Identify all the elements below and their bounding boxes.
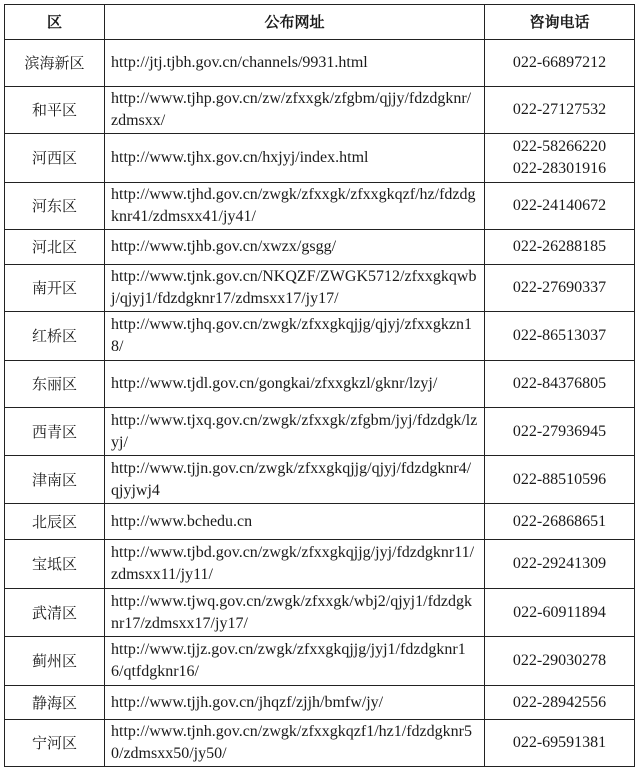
url-link[interactable]: http://www.tjxq.gov.cn/zwgk/zfxxgk/zfgbm/jyj/fdzdgk/lzyj/ [105, 408, 485, 456]
district-cell: 东丽区 [5, 361, 105, 408]
phone-cell [485, 40, 635, 87]
phone-cell [485, 87, 635, 134]
table-row [5, 134, 635, 183]
url-link[interactable]: http://www.tjnk.gov.cn/NKQZF/ZWGK5712/zfxxgkqwbj/qjyj1/fdzdgknr17/zdmsxx17/jy17/ [105, 265, 485, 312]
table-row [5, 87, 635, 134]
header-url: 公布网址 [105, 5, 485, 40]
phone-number: 022-24140672 [512, 197, 607, 214]
phone-cell [485, 312, 635, 361]
table-row [5, 408, 635, 456]
phone-number: 022-58266220 [512, 138, 607, 155]
district-contact-table [4, 4, 635, 767]
phone-cell [485, 265, 635, 312]
table-body [5, 40, 635, 767]
table-row [5, 540, 635, 589]
table-row [5, 720, 635, 767]
table-row [5, 637, 635, 686]
district-cell: 津南区 [5, 456, 105, 504]
table-row [5, 504, 635, 540]
table-row [5, 230, 635, 265]
url-link[interactable]: http://www.tjjz.gov.cn/zwgk/zfxxgkqjjg/jyj1/fdzdgknr16/qtfdgknr16/ [105, 637, 485, 686]
phone-number: 022-88510596 [512, 470, 607, 488]
phone-number: 022-28942556 [512, 693, 607, 711]
phone-cell [485, 456, 635, 504]
url-link[interactable]: http://www.tjhq.gov.cn/zwgk/zfxxgkqjjg/qjyj/zfxxgkzn18/ [105, 312, 485, 361]
phone-number: 022-60911894 [513, 603, 606, 621]
header-phone: 咨询电话 [485, 5, 635, 40]
district-cell: 蓟州区 [5, 637, 105, 686]
phone-cell [485, 589, 635, 637]
phone-number: 022-86513037 [512, 327, 607, 344]
header-district: 区 [5, 5, 105, 40]
url-link[interactable]: http://www.tjhx.gov.cn/hxjyj/index.html [105, 134, 485, 183]
district-cell: 河西区 [5, 134, 105, 183]
district-cell: 宝坻区 [5, 540, 105, 589]
district-cell: 武清区 [5, 589, 105, 637]
district-cell: 静海区 [5, 686, 105, 720]
phone-cell [485, 540, 635, 589]
phone-number: 022-84376805 [512, 375, 607, 392]
url-link[interactable]: http://jtj.tjbh.gov.cn/channels/9931.html [105, 40, 485, 87]
url-link[interactable]: http://www.tjnh.gov.cn/zwgk/zfxxgkqzf1/hz1/fdzdgknr50/zdmsxx50/jy50/ [105, 720, 485, 767]
district-cell: 南开区 [5, 265, 105, 312]
table-row [5, 183, 635, 230]
phone-number: 022-66897212 [512, 54, 607, 71]
phone-cell [485, 686, 635, 720]
url-link[interactable]: http://www.tjjh.gov.cn/jhqzf/zjjh/bmfw/jy/ [105, 686, 485, 720]
table-row [5, 686, 635, 720]
table-row [5, 589, 635, 637]
phone-number: 022-27690337 [512, 279, 607, 296]
phone-number: 022-27127532 [512, 101, 607, 118]
url-link[interactable]: http://www.tjdl.gov.cn/gongkai/zfxxgkzl/gknr/lzyj/ [105, 361, 485, 408]
url-link[interactable]: http://www.tjhb.gov.cn/xwzx/gsgg/ [105, 230, 485, 265]
url-link[interactable]: http://www.bchedu.cn [105, 504, 485, 540]
table-row [5, 40, 635, 87]
table-row [5, 456, 635, 504]
phone-cell [485, 230, 635, 265]
table-header-row [5, 5, 635, 40]
phone-number: 022-28301916 [512, 160, 607, 177]
phone-cell [485, 134, 635, 183]
phone-number: 022-29030278 [512, 652, 607, 669]
phone-number: 022-69591381 [512, 734, 607, 751]
table-row [5, 361, 635, 408]
district-cell: 河东区 [5, 183, 105, 230]
url-link[interactable]: http://www.tjjn.gov.cn/zwgk/zfxxgkqjjg/qjyj/fdzdgknr4/qjyjwj4 [105, 456, 485, 504]
district-cell: 滨海新区 [5, 40, 105, 87]
district-cell: 河北区 [5, 230, 105, 265]
phone-cell [485, 183, 635, 230]
phone-cell [485, 637, 635, 686]
phone-cell [485, 504, 635, 540]
table-row [5, 265, 635, 312]
phone-number: 022-26868651 [512, 512, 607, 530]
phone-number: 022-26288185 [512, 238, 607, 255]
phone-cell [485, 408, 635, 456]
district-cell: 红桥区 [5, 312, 105, 361]
phone-number: 022-27936945 [512, 422, 607, 440]
url-link[interactable]: http://www.tjwq.gov.cn/zwgk/zfxxgk/wbj2/qjyj1/fdzdgknr17/zdmsxx17/jy17/ [105, 589, 485, 637]
district-cell: 和平区 [5, 87, 105, 134]
url-link[interactable]: http://www.tjbd.gov.cn/zwgk/zfxxgkqjjg/jyj/fdzdgknr11/zdmsxx11/jy11/ [105, 540, 485, 589]
url-link[interactable]: http://www.tjhd.gov.cn/zwgk/zfxxgk/zfxxgkqzf/hz/fdzdgknr41/zdmsxx41/jy41/ [105, 183, 485, 230]
phone-cell [485, 361, 635, 408]
table-row [5, 312, 635, 361]
phone-cell [485, 720, 635, 767]
district-cell: 宁河区 [5, 720, 105, 767]
url-link[interactable]: http://www.tjhp.gov.cn/zw/zfxxgk/zfgbm/qjjy/fdzdgknr/zdmsxx/ [105, 87, 485, 134]
district-cell: 西青区 [5, 408, 105, 456]
district-cell: 北辰区 [5, 504, 105, 540]
phone-number: 022-29241309 [512, 555, 607, 572]
